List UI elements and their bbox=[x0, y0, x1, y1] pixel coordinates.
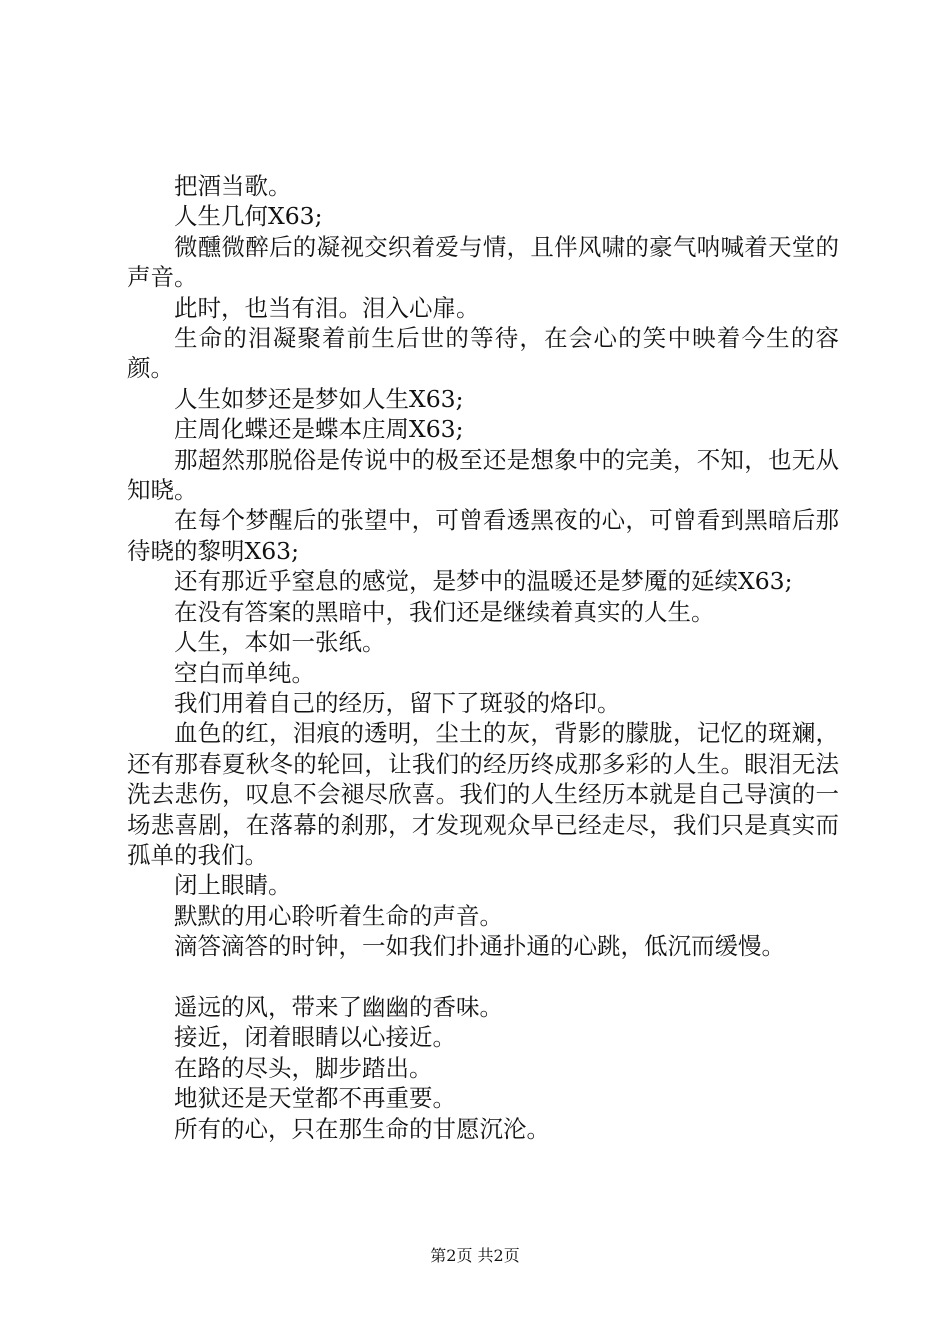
paragraph: 接近，闭着眼睛以心接近。 bbox=[174, 1023, 456, 1052]
paragraph: 人生几何X63; bbox=[174, 202, 323, 231]
paragraph: 还有那近乎窒息的感觉，是梦中的温暖还是梦魇的延续X63; bbox=[174, 567, 793, 596]
paragraph: 庄周化蝶还是蝶本庄周X63; bbox=[174, 415, 464, 444]
paragraph: 在每个梦醒后的张望中，可曾看透黑夜的心，可曾看到黑暗后那待晓的黎明X63; bbox=[127, 506, 839, 565]
paragraph: 所有的心，只在那生命的甘愿沉沦。 bbox=[174, 1114, 550, 1143]
page-number: 第2页 共2页 bbox=[430, 1246, 520, 1265]
paragraph: 此时，也当有泪。泪入心扉。 bbox=[174, 293, 480, 322]
paragraph: 空白而单纯。 bbox=[174, 658, 315, 687]
page-footer bbox=[0, 1243, 950, 1266]
paragraph: 把酒当歌。 bbox=[174, 172, 292, 200]
paragraph: 滴答滴答的时钟，一如我们扑通扑通的心跳，低沉而缓慢。 bbox=[174, 932, 785, 961]
paragraph: 闭上眼睛。 bbox=[174, 871, 292, 900]
paragraph: 在没有答案的黑暗中，我们还是继续着真实的人生。 bbox=[174, 597, 715, 626]
paragraph: 默默的用心聆听着生命的声音。 bbox=[174, 901, 503, 930]
paragraph: 人生如梦还是梦如人生X63; bbox=[174, 384, 464, 413]
paragraph: 遥远的风，带来了幽幽的香味。 bbox=[174, 992, 503, 1021]
paragraph: 在路的尽头，脚步踏出。 bbox=[174, 1053, 433, 1082]
paragraph: 人生，本如一张纸。 bbox=[174, 628, 386, 657]
paragraph: 那超然那脱俗是传说中的极至还是想象中的完美，不知，也无从知晓。 bbox=[127, 445, 839, 505]
paragraph: 血色的红，泪痕的透明，尘土的灰，背影的朦胧，记忆的斑斓，还有那春夏秋冬的轮回，让我们的经历终成那多彩的人生。眼泪无法洗去悲伤，叹息不会褪尽欣喜。我们的人生经历本就是自己导演的一场悲喜剧，在落幕的刹那，才发现观众早已经走尽，我们只是真实而孤单的我们。 bbox=[127, 719, 839, 869]
paragraph: 地狱还是天堂都不再重要。 bbox=[174, 1084, 456, 1113]
paragraph: 我们用着自己的经历，留下了斑驳的烙印。 bbox=[174, 688, 621, 717]
paragraph: 生命的泪凝聚着前生后世的等待，在会心的笑中映着今生的容颜。 bbox=[127, 324, 839, 383]
paragraph: 微醺微醉后的凝视交织着爱与情，且伴风啸的豪气呐喊着天堂的声音。 bbox=[127, 232, 839, 292]
document-body bbox=[127, 171, 839, 1144]
